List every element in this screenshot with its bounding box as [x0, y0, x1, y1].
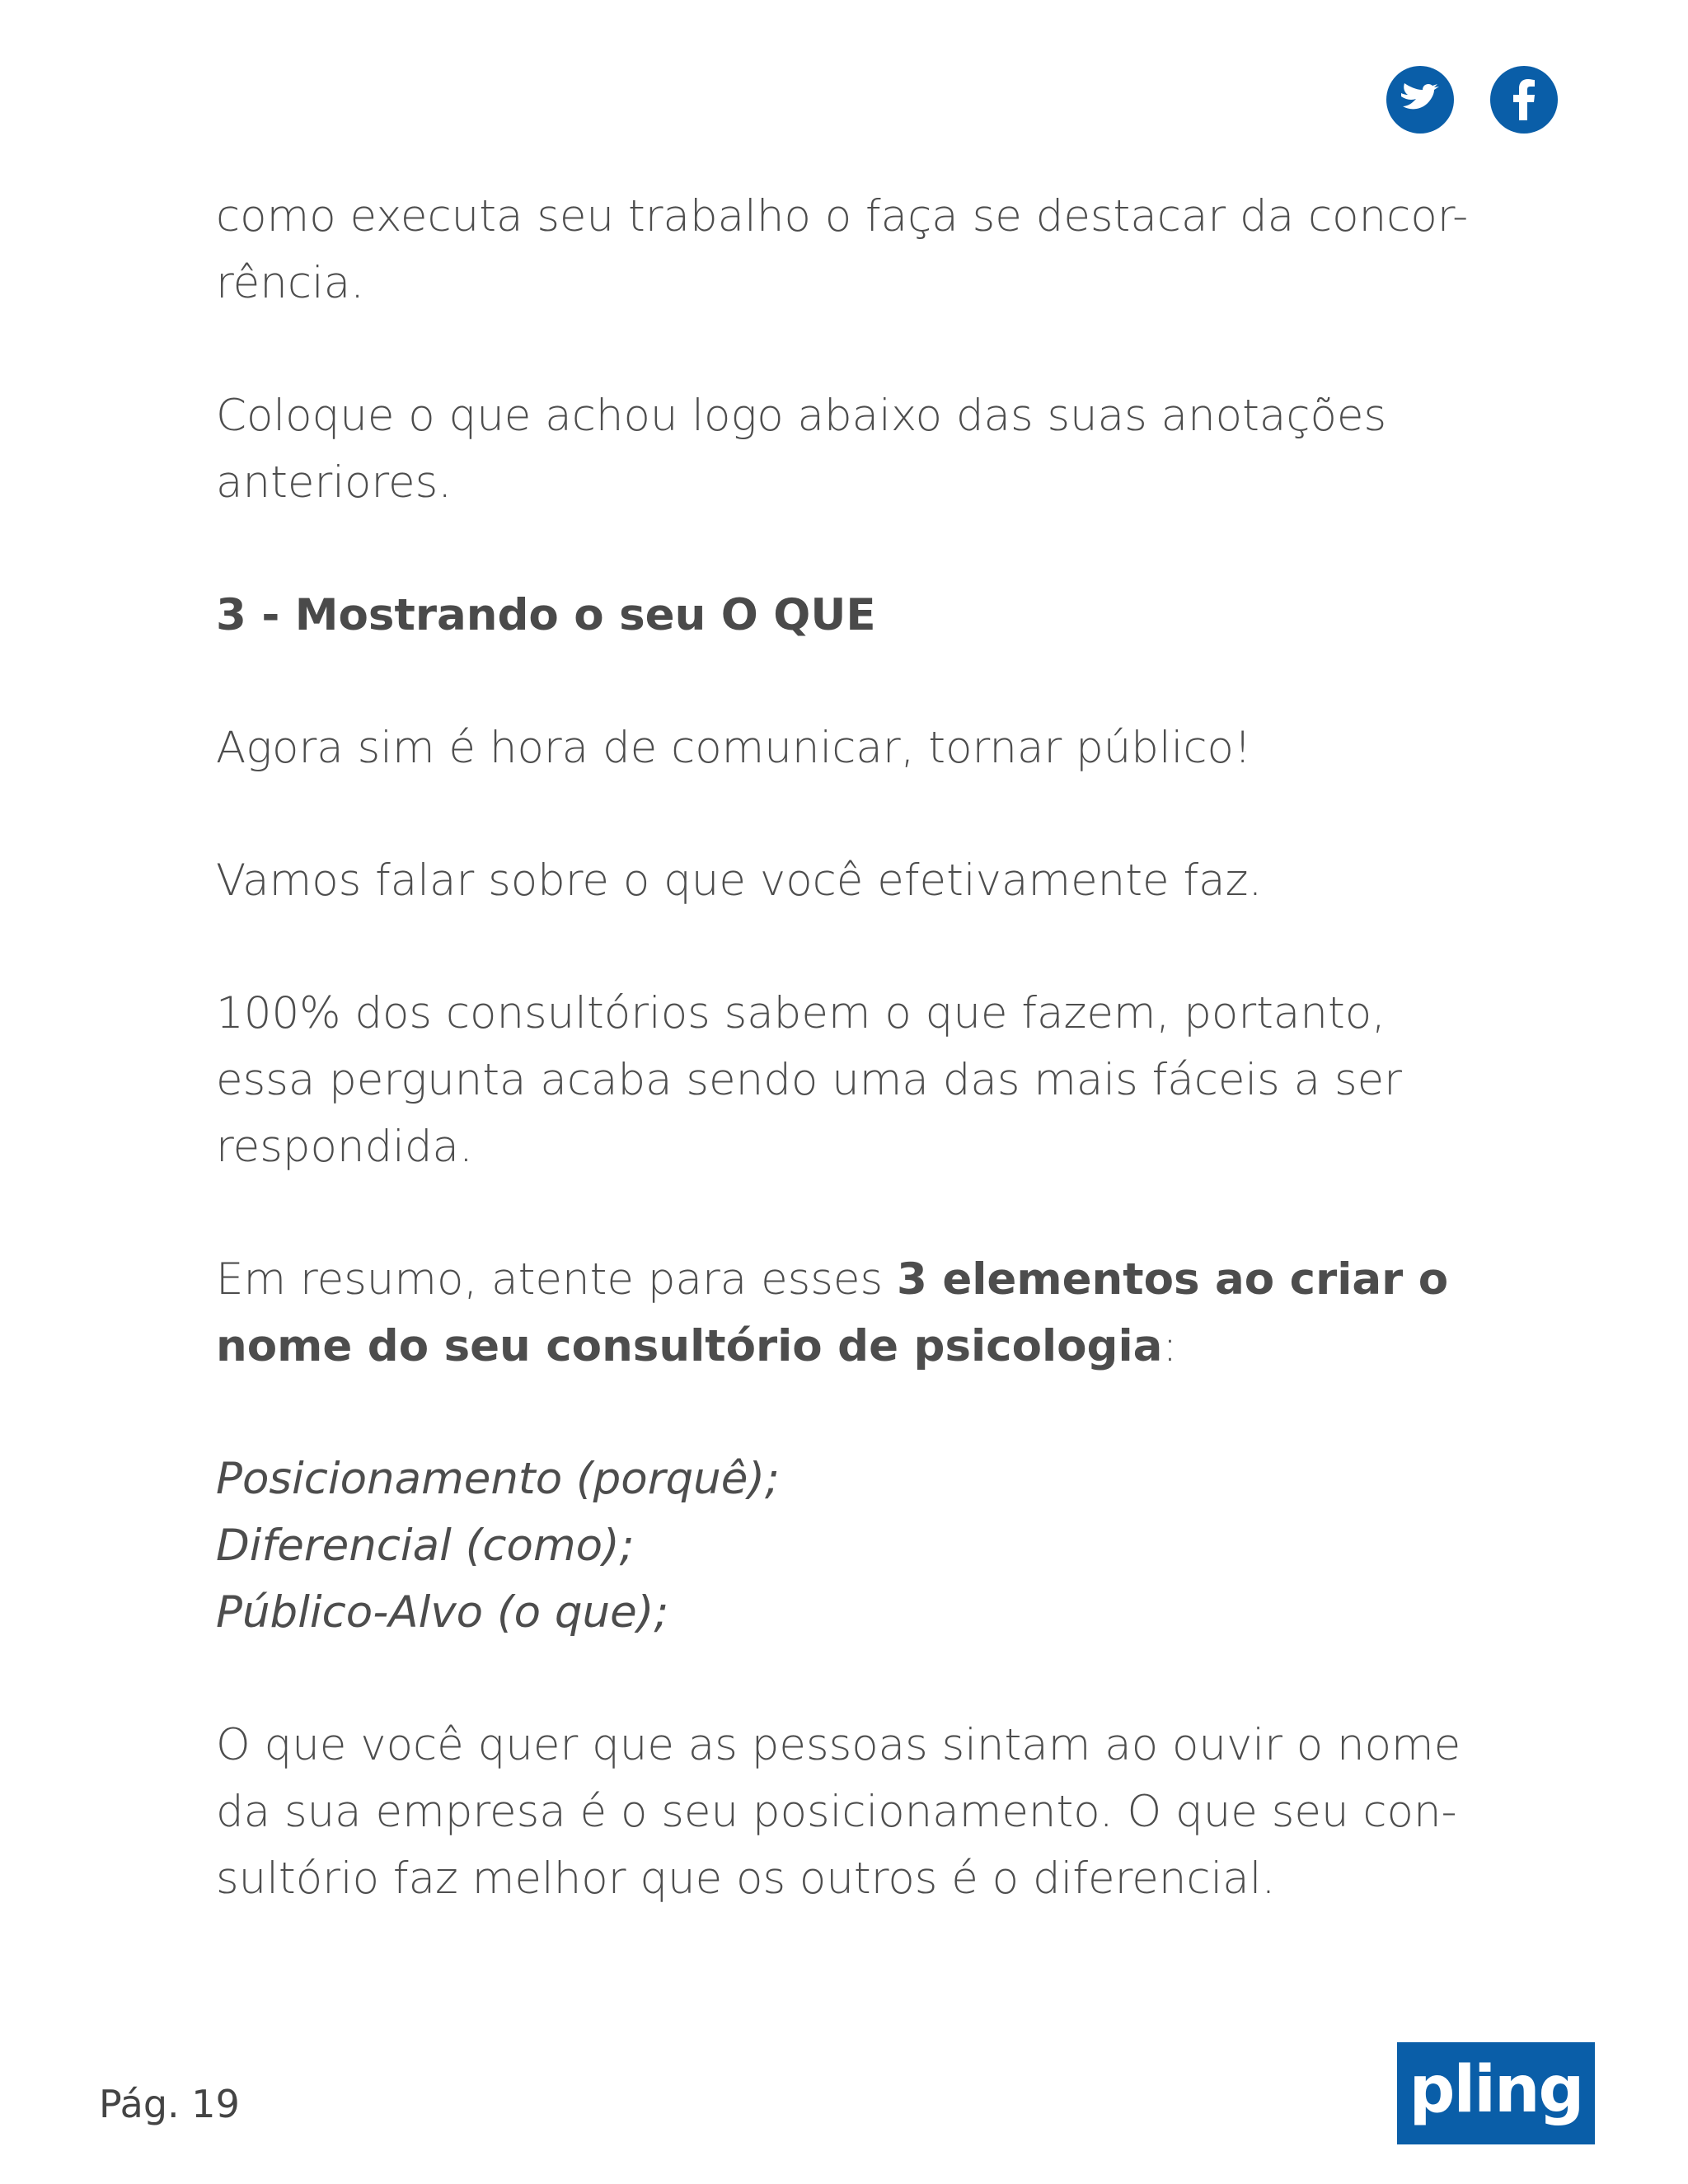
twitter-bird-icon	[1400, 83, 1441, 116]
paragraph-7-line-3: sultório faz melhor que os outros é o diferencial.	[216, 1854, 1276, 1904]
facebook-f-icon	[1512, 79, 1536, 120]
paragraph-2-line-1: Coloque o que achou logo abaixo das suas anotações	[216, 391, 1387, 441]
paragraph-5-line-2: essa pergunta acaba sendo uma das mais fáceis a ser	[216, 1055, 1402, 1105]
paragraph-6	[216, 1246, 1535, 1380]
paragraph-1	[216, 183, 1535, 316]
paragraph-6-start: Em resumo, atente para esses	[216, 1254, 897, 1305]
paragraph-6-end: :	[1162, 1321, 1178, 1371]
list-item: Posicionamento (porquê);	[216, 1454, 780, 1504]
elements-list	[216, 1446, 1535, 1646]
paragraph-1-line-1: como executa seu trabalho o faça se destacar da concor-	[216, 191, 1469, 241]
list-item: Público-Alvo (o que);	[216, 1587, 669, 1638]
paragraph-6-bold-1: 3 elementos ao criar o	[896, 1254, 1449, 1305]
paragraph-6-bold-2: nome do seu consultório de psicologia	[216, 1321, 1163, 1371]
paragraph-5-line-1: 100% dos consultórios sabem o que fazem, portanto,	[216, 988, 1386, 1038]
paragraph-7	[216, 1712, 1535, 1912]
paragraph-4: Vamos falar sobre o que você efetivamente faz.	[216, 855, 1263, 906]
paragraph-5	[216, 980, 1535, 1180]
paragraph-2	[216, 382, 1535, 516]
page-body	[216, 183, 1535, 1978]
list-item: Diferencial (como);	[216, 1521, 635, 1571]
paragraph-7-line-1: O que você quer que as pessoas sintam ao ouvir o nome	[216, 1720, 1461, 1770]
paragraph-2-line-2: anteriores.	[216, 457, 452, 508]
paragraph-3: Agora sim é hora de comunicar, tornar público!	[216, 723, 1252, 773]
pling-logo-text: pling	[1409, 2053, 1583, 2127]
twitter-button[interactable]	[1386, 66, 1454, 134]
section-heading: 3 - Mostrando o seu O QUE	[216, 590, 876, 640]
paragraph-1-line-2: rência.	[216, 258, 365, 308]
facebook-button[interactable]	[1490, 66, 1558, 134]
pling-logo[interactable]	[1397, 2042, 1595, 2144]
page-number: Pág. 19	[99, 2082, 240, 2126]
paragraph-7-line-2: da sua empresa é o seu posicionamento. O que seu con-	[216, 1787, 1457, 1837]
paragraph-5-line-3: respondida.	[216, 1122, 473, 1172]
